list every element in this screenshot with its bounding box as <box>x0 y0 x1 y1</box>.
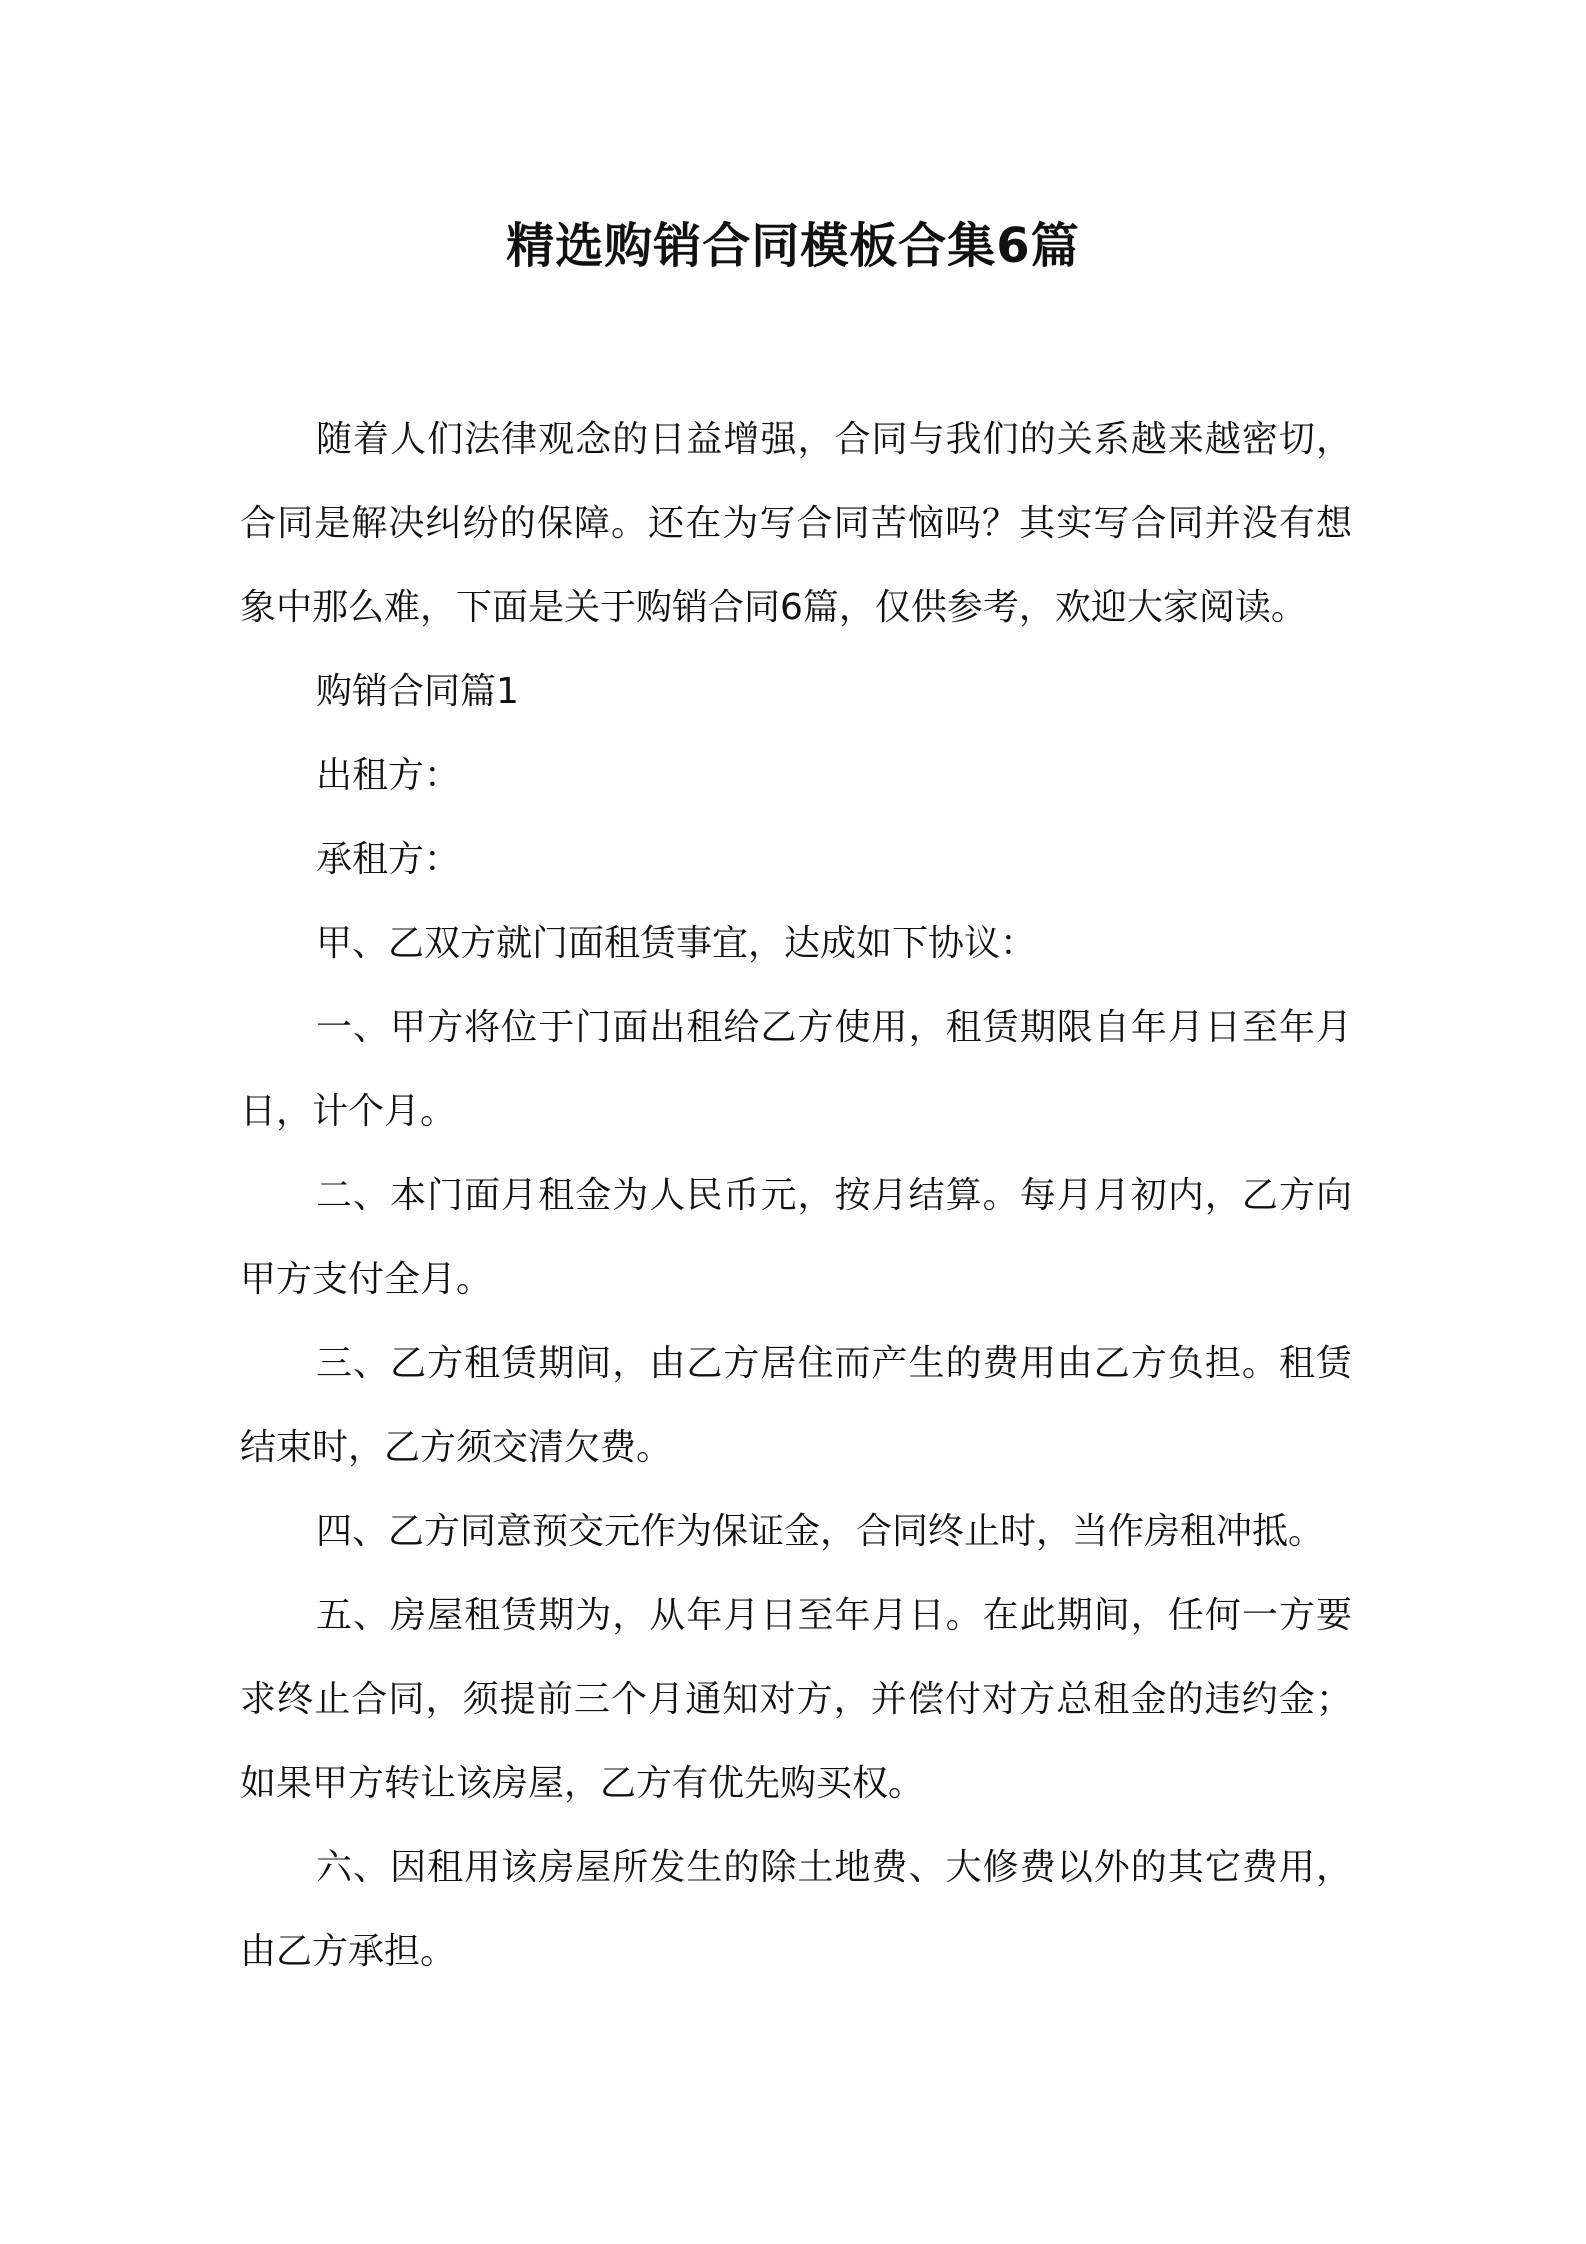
section-heading: 购销合同篇1 <box>316 671 519 712</box>
agreement-intro: 甲、乙双方就门面租赁事宜，达成如下协议： <box>316 923 1037 964</box>
clause-3: 三、乙方租赁期间，由乙方居住而产生的费用由乙方负担。租赁结束时，乙方须交清欠费。 <box>240 1343 1352 1468</box>
intro-paragraph: 随着人们法律观念的日益增强，合同与我们的关系越来越密切，合同是解决纠纷的保障。还在为写合同苦恼吗？其实写合同并没有想象中那么难，下面是关于购销合同6篇，仅供参考，欢迎大家阅读。 <box>240 419 1352 628</box>
clause-1: 一、甲方将位于门面出租给乙方使用，租赁期限自年月日至年月日，计个月。 <box>240 1007 1352 1132</box>
clause-5: 五、房屋租赁期为，从年月日至年月日。在此期间，任何一方要求终止合同，须提前三个月通知对方，并偿付对方总租金的违约金；如果甲方转让该房屋，乙方有优先购买权。 <box>240 1595 1352 1804</box>
lessor-line: 出租方： <box>316 755 461 796</box>
clause-2: 二、本门面月租金为人民币元，按月结算。每月月初内，乙方向甲方支付全月。 <box>240 1175 1352 1300</box>
clause-6: 六、因租用该房屋所发生的除土地费、大修费以外的其它费用，由乙方承担。 <box>240 1847 1352 1972</box>
document-body <box>240 398 1352 1994</box>
lessee-line: 承租方： <box>316 839 461 880</box>
page-title: 精选购销合同模板合集6篇 <box>506 218 1080 274</box>
clause-4: 四、乙方同意预交元作为保证金，合同终止时，当作房租冲抵。 <box>316 1511 1325 1552</box>
